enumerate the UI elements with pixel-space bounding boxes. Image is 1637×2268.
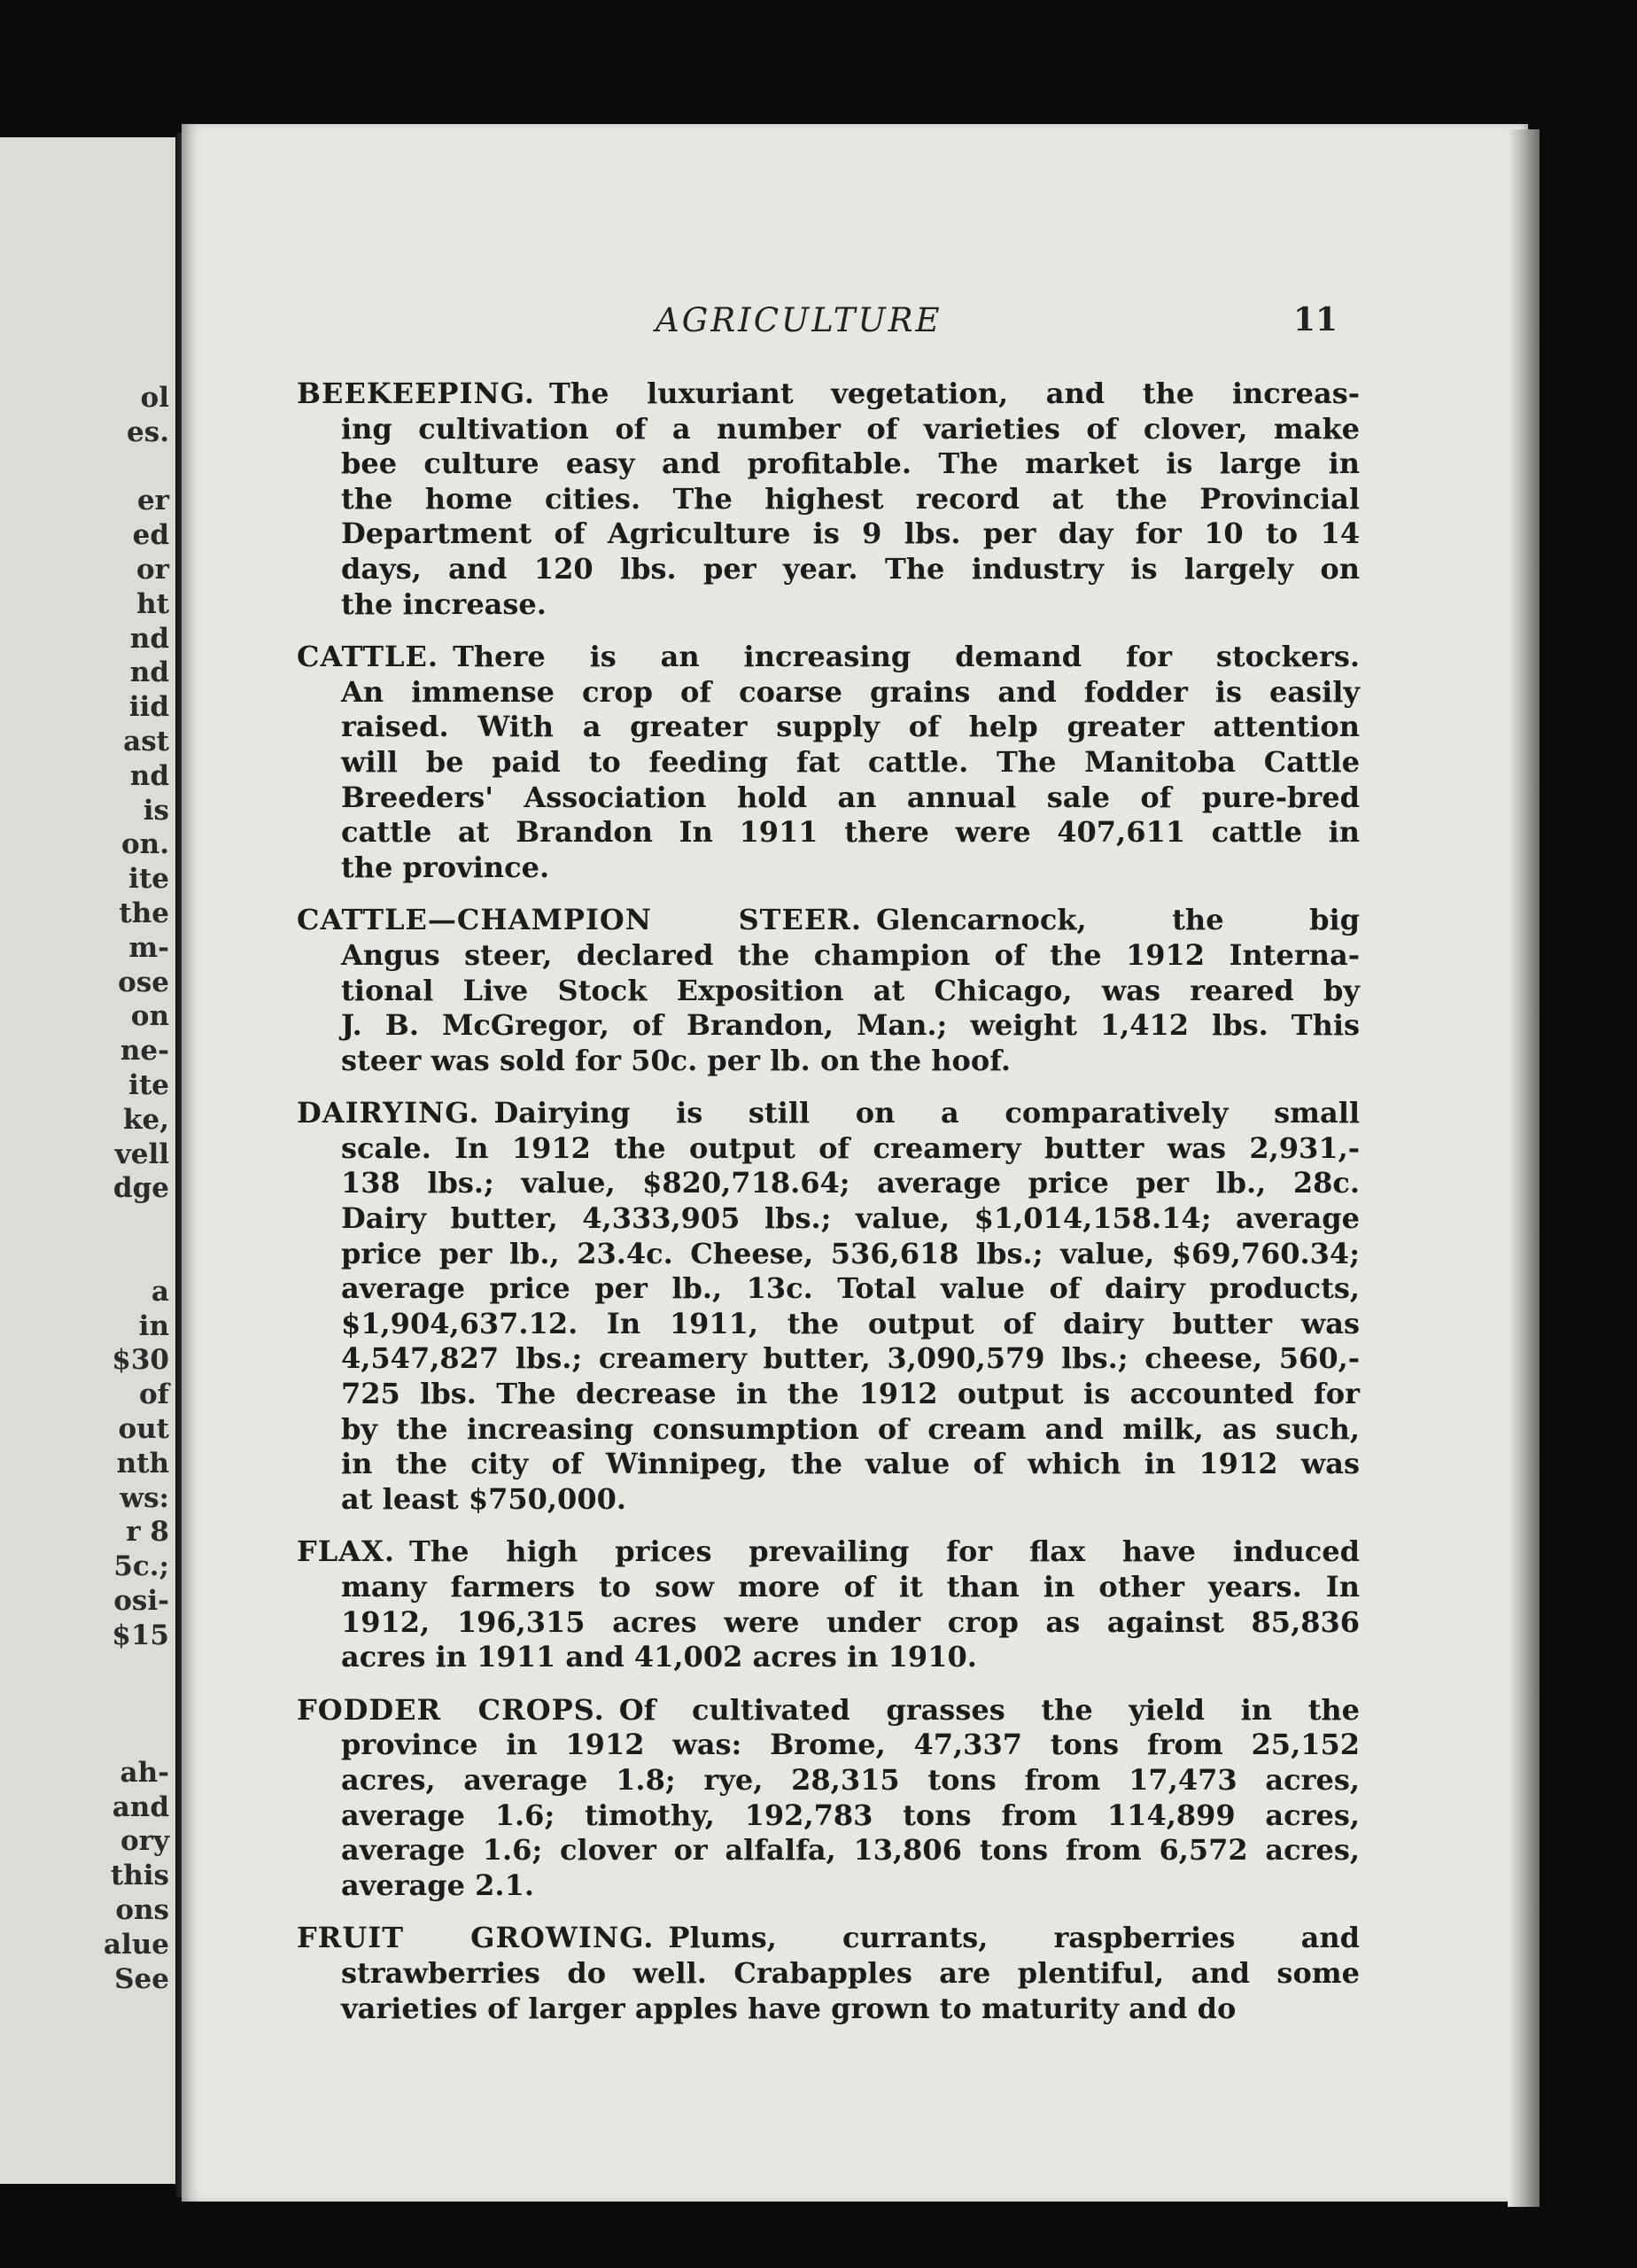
entry-line [297,850,1360,886]
entry-line-text: Of cultivated grasses the yield in the [618,1692,1361,1727]
entry-line-text: An immense crop of coarse grains and fodder is easily [341,674,1360,709]
page-number: 11 [1293,301,1338,338]
entry-line [297,815,1360,850]
left-page-line [104,1721,169,1756]
entry-line [297,587,1360,623]
entry-line-text: at least $750,000. [341,1481,626,1516]
entry-line-text: Glencarnock, the big [876,903,1361,937]
left-page-line [104,1652,169,1687]
entry-line [297,710,1360,745]
left-page-line: this [110,1860,169,1892]
left-page-line: m- [128,931,169,964]
entry-line [297,745,1360,781]
entry-line-text: strawberries do well. Crabapples are plentiful, and some [341,1955,1360,1990]
left-page-line [104,1240,169,1275]
entry-line-text: Dairy butter, 4,333,905 lbs.; value, $1,014,158.14; average [341,1201,1360,1236]
entry-line-text: Dairying is still on a comparatively small [493,1096,1360,1130]
left-page-line: iid [128,691,169,724]
entry-line [297,1271,1360,1307]
entry-line [297,1728,1360,1763]
left-page-line: and [112,1790,169,1823]
entry-line [297,1640,1360,1675]
entry-line-text: Angus steer, declared the champion of the 1912 Interna- [341,937,1360,972]
entry-line-text: average 2.1. [341,1868,534,1902]
entry [297,640,1360,885]
entry-first-line [297,903,1360,938]
entry-line-text: the increase. [341,586,547,621]
left-page-line: nd [129,759,169,792]
entry-line [297,974,1360,1009]
entry-line-text: by the increasing consumption of cream and milk, as such, [341,1411,1360,1446]
left-page-line: See [114,1962,169,1995]
left-page-line [104,1206,169,1240]
left-page-line: ws: [120,1481,169,1514]
left-page-line: r 8 [126,1516,169,1549]
entry-line-text: tional Live Stock Exposition at Chicago, was reared by [341,973,1360,1007]
entry-line-text: varieties of larger apples have grown to maturity and do [341,1991,1237,2025]
entry-line-text: The luxuriant vegetation, and the increas- [549,377,1360,410]
entry [297,903,1360,1078]
left-page-line: on. [120,828,169,861]
left-page-line: ite [128,1068,169,1101]
entry-line [297,675,1360,711]
entry-line [297,552,1360,587]
left-page-line: er [136,485,169,517]
entry-line-text: 4,547,827 lbs.; creamery butter, 3,090,579 lbs.; cheese, 560,- [341,1341,1360,1376]
left-page-line: ah- [120,1756,169,1789]
entry-line [297,1307,1360,1342]
left-page-line: $30 [112,1344,169,1377]
left-page-line: ke, [123,1103,169,1136]
left-page-line: nd [129,656,169,689]
entry-line-text: acres, average 1.8; rye, 28,315 tons from 17,473 acres, [341,1762,1360,1797]
entry [297,1693,1360,1904]
left-page-line: ol [140,382,169,414]
entry-line [297,482,1360,517]
entry-line-text: $1,904,637.12. In 1911, the output of dairy butter was [341,1306,1360,1340]
left-page-line: the [119,897,169,929]
entry-line [297,1237,1360,1272]
entry-heading: FODDER CROPS. [297,1692,605,1727]
entry [297,1096,1360,1517]
left-page-line: of [138,1379,169,1411]
left-page-line: ne- [120,1035,169,1068]
left-page-line: nd [129,622,169,655]
entry-line [297,1166,1360,1201]
entry-line [297,1447,1360,1482]
entry-first-line [297,1096,1360,1131]
left-page-line: out [118,1412,169,1445]
entry-heading: FLAX. [297,1534,396,1569]
entry-line [297,412,1360,447]
entry-line-text: the home cities. The highest record at the Provincial [341,481,1360,516]
entry-line-text: Department of Agriculture is 9 lbs. per day for 10 to 14 [341,517,1360,551]
left-page-line [104,1687,169,1721]
entry-line [297,447,1360,482]
left-page-line: osi- [113,1584,169,1617]
entry-line [297,1412,1360,1448]
entry [297,1921,1360,2026]
entry-line-text: 1912, 196,315 acres were under crop as against 85,836 [341,1604,1360,1639]
left-page-line: ed [132,519,169,552]
entry-line [297,1482,1360,1518]
entry-line-text: average price per lb., 13c. Total value of dairy products, [341,1271,1360,1306]
entry-line [297,1992,1360,2027]
entry-line [297,1868,1360,1904]
left-page-line: nth [116,1447,169,1480]
entry-line-text: days, and 120 lbs. per year. The industry is largely on [341,551,1360,586]
entry-line-text: J. B. McGregor, of Brandon, Man.; weight 1,412 lbs. This [341,1008,1360,1043]
left-page-line: or [136,553,169,586]
left-page-line: ht [136,587,169,620]
left-page-line [104,450,169,485]
left-page [0,137,190,2184]
left-page-line: on [130,1000,169,1033]
entry-line-text: province in 1912 was: Brome, 47,337 tons from 25,152 [341,1728,1360,1762]
entry-line [297,1341,1360,1377]
left-page-line: ite [128,863,169,896]
entry-line [297,1605,1360,1641]
entry-line [297,1833,1360,1868]
left-page-line: ory [120,1825,169,1858]
entry-line [297,1008,1360,1044]
entry-heading: CATTLE—CHAMPION STEER. [297,903,863,937]
entry-line-text: scale. In 1912 the output of creamery butter was 2,931,- [341,1130,1360,1165]
entry-line-text: acres in 1911 and 41,002 acres in 1910. [341,1640,977,1674]
entry-heading: DAIRYING. [297,1096,480,1130]
entry-first-line [297,640,1360,675]
page-body [297,377,1360,2044]
left-page-text-fragments [104,381,169,1996]
entry-line-text: 725 lbs. The decrease in the 1912 output is accounted for [341,1377,1360,1411]
entry-first-line [297,1693,1360,1728]
entry-line [297,938,1360,974]
entry-heading: FRUIT GROWING. [297,1921,655,1955]
entry-line [297,1201,1360,1237]
left-page-line: es. [127,416,169,448]
entry [297,1534,1360,1674]
left-page-line: ast [123,725,169,757]
entry-line-text: Plums, currants, raspberries and [668,1921,1361,1955]
entry-line-text: steer was sold for 50c. per lb. on the hoof. [341,1043,1011,1077]
entry-line [297,1377,1360,1412]
entry-heading: BEEKEEPING. [297,377,536,410]
left-page-line: vell [114,1138,169,1170]
entry-line [297,517,1360,552]
entry-first-line [297,377,1360,412]
entry-line [297,1763,1360,1798]
entry-line-text: the province. [341,850,550,884]
left-page-line: a [151,1275,169,1308]
left-page-line: $15 [112,1619,169,1651]
left-page-line: dge [112,1172,169,1205]
right-page-edge [1508,129,1540,2207]
entry-line [297,1570,1360,1605]
left-page-line: is [143,794,169,827]
entry-line-text: many farmers to sow more of it than in other years. In [341,1570,1360,1604]
entry-first-line [297,1921,1360,1956]
running-title: AGRICULTURE [656,301,943,339]
entry-line-text: will be paid to feeding fat cattle. The Manitoba Cattle [341,744,1360,779]
left-page-line: ose [118,966,169,998]
entry-line [297,781,1360,816]
entry-line [297,1044,1360,1079]
entry-line-text: 138 lbs.; value, $820,718.64; average price per lb., 28c. [341,1166,1360,1200]
entry-line-text: There is an increasing demand for stockers. [453,640,1360,674]
entry-heading: CATTLE. [297,640,439,674]
left-page-line: alue [103,1928,169,1961]
entry-line-text: price per lb., 23.4c. Cheese, 536,618 lbs.; value, $69,760.34; [341,1236,1360,1270]
entry-line-text: Breeders' Association hold an annual sale of pure-bred [341,780,1360,814]
entry [297,377,1360,622]
entry-first-line [297,1534,1360,1570]
left-page-line: ons [115,1894,169,1927]
left-page-line: in [138,1309,169,1342]
entry-line-text: ing cultivation of a number of varieties of clover, make [341,411,1360,446]
left-page-line: 5c.; [113,1550,169,1583]
entry-line-text: average 1.6; clover or alfalfa, 13,806 tons from 6,572 acres, [341,1833,1360,1868]
entry-line [297,1131,1360,1167]
entry-line-text: average 1.6; timothy, 192,783 tons from 114,899 acres, [341,1798,1360,1832]
entry-line [297,1798,1360,1834]
entry-line-text: in the city of Winnipeg, the value of which in 1912 was [341,1447,1360,1481]
entry-line-text: bee culture easy and profitable. The market is large in [341,447,1360,481]
entry-line [297,1956,1360,1992]
entry-line-text: raised. With a greater supply of help greater attention [341,710,1360,744]
entry-line-text: The high prices prevailing for flax have induced [409,1534,1360,1569]
entry-line-text: cattle at Brandon In 1911 there were 407,611 cattle in [341,815,1360,850]
